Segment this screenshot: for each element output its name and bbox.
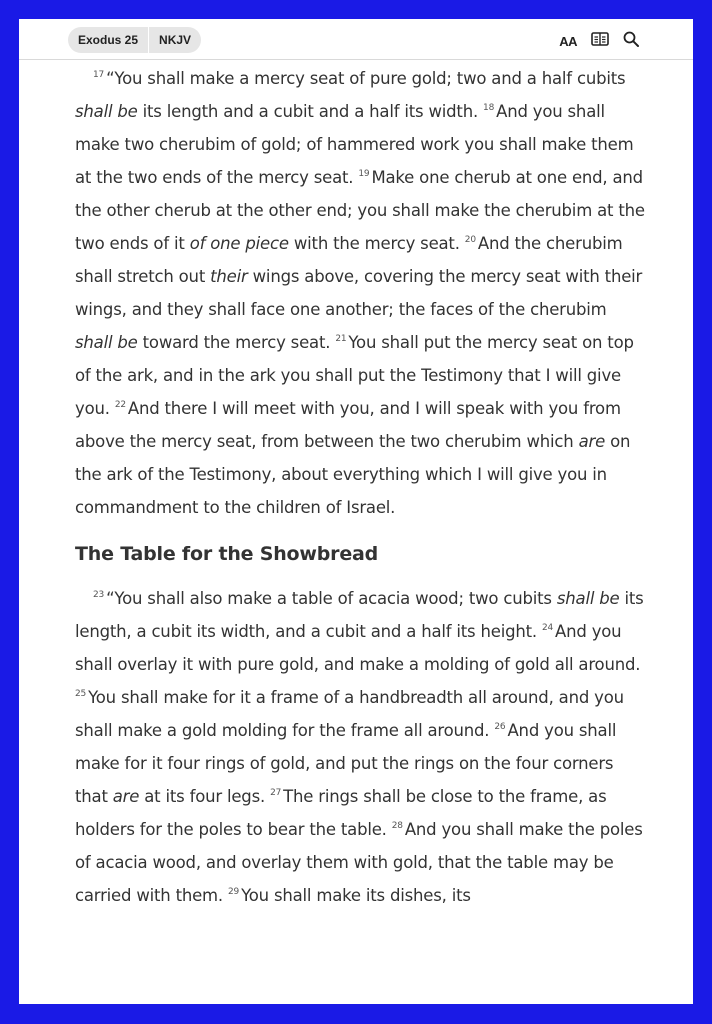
verse-number: 19: [358, 169, 370, 179]
passage-selector: [68, 27, 201, 53]
toolbar-icons: [559, 31, 639, 52]
verse-number: 24: [541, 623, 554, 633]
verse-text: wings above, covering the mercy seat with their wings, and they shall face one another; the faces of the cherubim: [75, 267, 643, 319]
verse-text: its length and a cubit and a half its width.: [137, 102, 484, 121]
verse-number: 17: [93, 70, 105, 80]
verse-text: And you shall make the poles of acacia wood, and overlay them with gold, that the table may be carried with them.: [75, 820, 643, 905]
version-button[interactable]: NKJV: [159, 33, 192, 47]
section-heading: The Table for the Showbread: [75, 543, 379, 565]
verse-text: And the cherubim shall stretch out: [75, 234, 623, 286]
paragraph-text: [75, 589, 644, 905]
verse-text: “You shall make a mercy seat of pure gold; two and a half cubits: [106, 69, 626, 88]
verse-text: And there I will meet with you, and I will speak with you from above the mercy seat, from between the two cherubim which: [75, 399, 621, 451]
verse-text: You shall put the mercy seat on top of the ark, and in the ark you shall put the Testimony that I will give you.: [75, 333, 634, 418]
verse-text: The rings shall be close to the frame, as holders for the poles to bear the table.: [75, 787, 607, 839]
search-icon[interactable]: [623, 31, 639, 52]
italic-text: are: [112, 787, 140, 806]
italic-text: of one piece: [189, 234, 289, 253]
verse-text: You shall make for it a frame of a handbreadth all around, and you shall make a gold molding for the frame all around.: [75, 688, 624, 740]
verse-number: 23: [93, 590, 105, 600]
verse-text: toward the mercy seat.: [137, 333, 336, 352]
verse-number: 27: [270, 788, 282, 798]
book-chapter-button[interactable]: Exodus 25: [78, 33, 139, 47]
italic-text: shall be: [75, 333, 138, 352]
paragraph-table: [75, 582, 645, 912]
italic-text: their: [210, 267, 248, 286]
paragraph-text: [75, 69, 645, 517]
verse-text: Make one cherub at one end, and the other cherub at the other end; you shall make the cherubim at the two ends of it: [75, 168, 645, 253]
verse-text: “You shall also make a table of acacia wood; two cubits: [106, 589, 557, 608]
verse-text: with the mercy seat.: [288, 234, 465, 253]
verse-text: And you shall make two cherubim of gold; of hammered work you shall make them at the two ends of the mercy seat.: [75, 102, 634, 187]
verse-text: at its four legs.: [139, 787, 271, 806]
verse-text: on the ark of the Testimony, about everything which I will give you in commandment to the children of Israel.: [75, 432, 631, 517]
italic-text: shall be: [75, 102, 138, 121]
italic-text: shall be: [556, 589, 620, 608]
reader-mode-icon[interactable]: [591, 32, 609, 51]
italic-text: are: [578, 432, 606, 451]
verse-number: 21: [335, 334, 347, 344]
top-toolbar: [19, 19, 693, 60]
verse-number: 28: [391, 821, 403, 831]
verse-number: 29: [228, 887, 240, 897]
verse-text: And you shall make for it four rings of gold, and put the rings on the four corners that: [75, 721, 617, 806]
reader-window: [19, 19, 693, 1004]
verse-text: its length, a cubit its width, and a cubit and a half its height.: [75, 589, 644, 641]
verse-number: 20: [464, 235, 476, 245]
paragraph-mercy-seat: [75, 62, 645, 524]
verse-number: 22: [114, 400, 126, 410]
verse-text: You shall make its dishes, its: [241, 886, 471, 905]
verse-text: And you shall overlay it with pure gold, and make a molding of gold all around.: [75, 622, 641, 674]
passage-text: [75, 62, 645, 912]
text-size-icon[interactable]: AA: [559, 33, 577, 49]
verse-number: 25: [75, 689, 87, 699]
verse-number: 18: [483, 103, 495, 113]
verse-number: 26: [494, 722, 506, 732]
